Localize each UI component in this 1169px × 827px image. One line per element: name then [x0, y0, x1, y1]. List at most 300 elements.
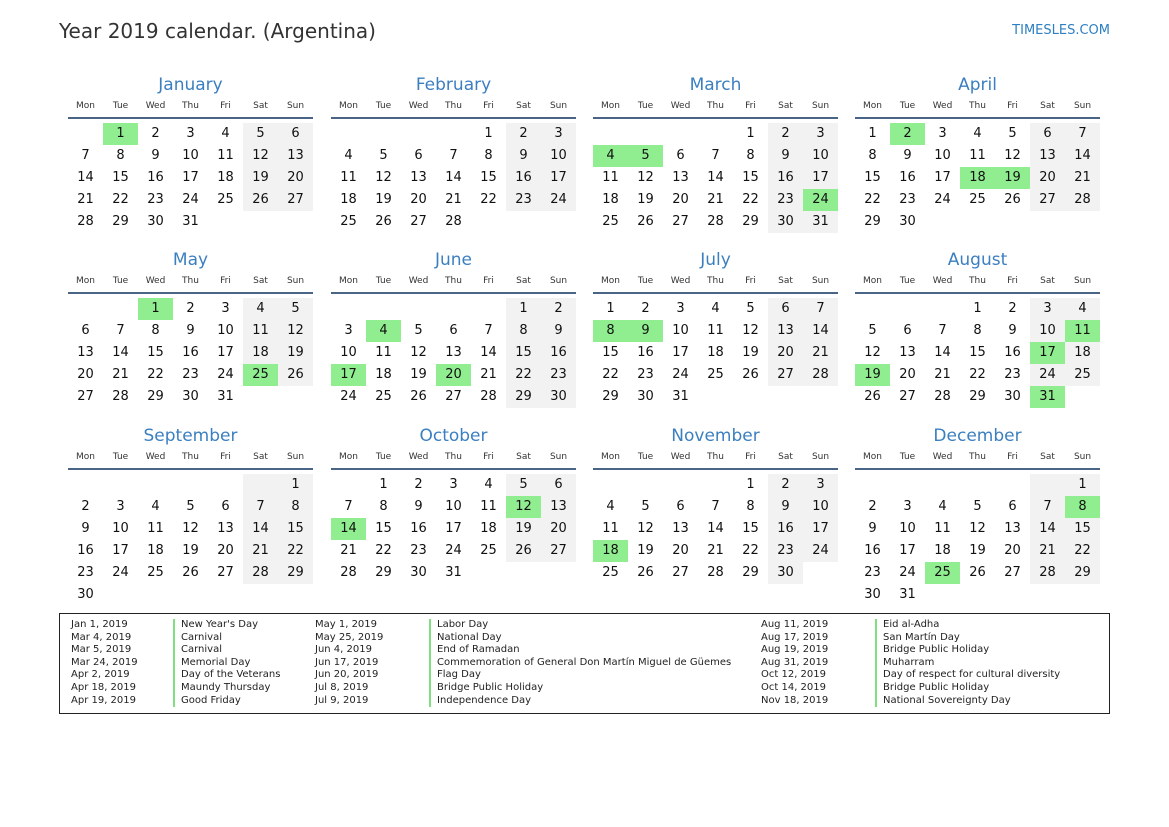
month-name: January	[158, 75, 223, 95]
week-row	[593, 189, 838, 211]
day-cell: 25	[602, 565, 619, 580]
day-cell: 26	[182, 565, 199, 580]
weekday-label: Mon	[339, 276, 358, 286]
empty-day-cell	[960, 474, 995, 496]
day-cell: 4	[973, 126, 982, 141]
empty-day-cell	[995, 211, 1030, 233]
holiday-list	[59, 613, 1110, 714]
weekday-label: Sat	[1040, 452, 1055, 462]
week-row	[331, 189, 576, 211]
holiday-name: Day of respect for cultural diversity	[875, 669, 1060, 682]
weekday-label: Fri	[220, 276, 231, 286]
weekday-label: Fri	[745, 452, 756, 462]
day-cell: 3	[116, 499, 125, 514]
empty-day-cell	[1030, 474, 1065, 496]
empty-day-cell	[698, 386, 733, 408]
day-cell: 19	[182, 543, 199, 558]
day-cell: 28	[112, 389, 129, 404]
week-row	[855, 496, 1100, 518]
empty-day-cell	[68, 123, 103, 145]
empty-day-cell	[471, 298, 506, 320]
day-cell: 5	[973, 499, 982, 514]
empty-day-cell	[803, 386, 838, 408]
day-cell: 3	[344, 323, 353, 338]
week-row	[593, 342, 838, 364]
weekday-label: Thu	[707, 276, 724, 286]
empty-day-cell	[628, 123, 663, 145]
week-row	[331, 123, 576, 145]
day-cell: 11	[602, 521, 619, 536]
weekday-label: Thu	[182, 101, 199, 111]
weekday-header	[331, 448, 576, 466]
holiday-day-cell: 31	[1030, 386, 1065, 408]
weekday-label: Fri	[483, 101, 494, 111]
day-cell: 26	[1004, 192, 1021, 207]
day-cell: 1	[973, 301, 982, 316]
week-row	[68, 167, 313, 189]
day-cell: 11	[217, 148, 234, 163]
day-cell: 13	[1030, 145, 1065, 167]
weekday-label: Sun	[1073, 452, 1092, 462]
holiday-name: San Martín Day	[875, 632, 1060, 645]
weekday-label: Sun	[1073, 276, 1092, 286]
weekday-label: Sat	[253, 276, 268, 286]
day-cell: 2	[81, 499, 90, 514]
week-row	[855, 386, 1100, 408]
day-cell: 6	[449, 323, 458, 338]
empty-day-cell	[278, 584, 313, 606]
day-cell: 11	[480, 499, 497, 514]
holiday-name: Day of the Veterans	[173, 669, 280, 682]
holiday-name: Commemoration of General Don Martín Miguel de Güemes	[429, 657, 731, 670]
weekday-header	[68, 448, 313, 466]
day-cell: 8	[278, 496, 313, 518]
day-cell: 22	[506, 364, 541, 386]
holiday-date: Aug 17, 2019	[761, 631, 829, 643]
day-cell: 27	[672, 214, 689, 229]
weekday-label: Sat	[253, 452, 268, 462]
weekday-label: Sun	[549, 276, 568, 286]
weekday-label: Sun	[286, 452, 305, 462]
empty-day-cell	[68, 298, 103, 320]
day-cell: 21	[340, 543, 357, 558]
day-cell: 17	[899, 543, 916, 558]
day-cell: 7	[711, 148, 720, 163]
holiday-date: Jul 9, 2019	[315, 694, 369, 706]
day-cell: 24	[445, 543, 462, 558]
day-cell: 27	[217, 565, 234, 580]
empty-day-cell	[995, 474, 1030, 496]
day-cell: 27	[410, 214, 427, 229]
day-cell: 21	[77, 192, 94, 207]
day-cell: 22	[1065, 540, 1100, 562]
empty-day-cell	[401, 298, 436, 320]
day-cell: 14	[243, 518, 278, 540]
day-cell: 14	[445, 170, 462, 185]
week-row	[593, 386, 838, 408]
day-cell: 10	[217, 323, 234, 338]
weekday-label: Wed	[145, 452, 166, 462]
weekday-label: Fri	[1007, 101, 1018, 111]
holiday-day-cell: 5	[628, 145, 663, 167]
day-cell: 27	[899, 389, 916, 404]
day-cell: 6	[676, 148, 685, 163]
weekday-label: Sun	[549, 452, 568, 462]
day-cell: 13	[77, 345, 94, 360]
day-cell: 28	[77, 214, 94, 229]
holiday-name-column	[875, 619, 1060, 707]
day-cell: 4	[243, 298, 278, 320]
empty-day-cell	[173, 584, 208, 606]
day-cell: 19	[375, 192, 392, 207]
holiday-name: Carnival	[173, 644, 280, 657]
month-may	[68, 248, 313, 408]
weekday-label: Tue	[637, 452, 654, 462]
day-cell: 28	[803, 364, 838, 386]
weekday-label: Tue	[637, 101, 654, 111]
day-cell: 16	[182, 345, 199, 360]
weekday-header	[593, 448, 838, 466]
weekday-header	[855, 448, 1100, 466]
week-row	[68, 364, 313, 386]
day-cell: 3	[221, 301, 230, 316]
day-cell: 19	[742, 345, 759, 360]
month-name: September	[143, 426, 238, 446]
weekday-label: Mon	[863, 101, 882, 111]
day-cell: 1	[278, 474, 313, 496]
day-cell: 4	[221, 126, 230, 141]
day-cell: 19	[969, 543, 986, 558]
day-cell: 20	[672, 543, 689, 558]
weekday-header	[68, 272, 313, 290]
day-cell: 16	[541, 342, 576, 364]
holiday-day-cell: 20	[436, 364, 471, 386]
day-cell: 24	[182, 192, 199, 207]
week-row	[331, 145, 576, 167]
day-cell: 23	[1004, 367, 1021, 382]
holiday-day-cell: 18	[960, 167, 995, 189]
day-cell: 16	[768, 167, 803, 189]
weekday-header	[68, 97, 313, 115]
day-cell: 20	[541, 518, 576, 540]
month-february	[331, 73, 576, 233]
day-cell: 22	[375, 543, 392, 558]
weekday-label: Wed	[408, 276, 429, 286]
day-cell: 23	[541, 364, 576, 386]
empty-day-cell	[698, 123, 733, 145]
day-cell: 9	[1008, 323, 1017, 338]
weekday-label: Sat	[516, 101, 531, 111]
day-cell: 24	[1030, 364, 1065, 386]
day-cell: 7	[449, 148, 458, 163]
day-cell: 3	[803, 123, 838, 145]
empty-day-cell	[855, 474, 890, 496]
week-row	[593, 298, 838, 320]
day-cell: 17	[934, 170, 951, 185]
day-cell: 16	[147, 170, 164, 185]
day-cell: 8	[116, 148, 125, 163]
week-row	[331, 320, 576, 342]
day-cell: 14	[707, 521, 724, 536]
day-cell: 10	[1030, 320, 1065, 342]
holiday-day-cell: 2	[890, 123, 925, 145]
day-cell: 23	[410, 543, 427, 558]
day-cell: 24	[340, 389, 357, 404]
day-cell: 18	[1065, 342, 1100, 364]
day-cell: 8	[484, 148, 493, 163]
day-cell: 25	[707, 367, 724, 382]
day-cell: 15	[480, 170, 497, 185]
day-cell: 13	[278, 145, 313, 167]
empty-day-cell	[541, 211, 576, 233]
day-cell: 22	[278, 540, 313, 562]
day-cell: 12	[278, 320, 313, 342]
weekday-label: Tue	[375, 276, 392, 286]
holiday-date: Oct 12, 2019	[761, 669, 826, 681]
day-cell: 5	[414, 323, 423, 338]
empty-day-cell	[855, 298, 890, 320]
day-cell: 23	[768, 189, 803, 211]
holiday-name: End of Ramadan	[429, 644, 731, 657]
holiday-name-column	[429, 619, 731, 707]
day-cell: 9	[903, 148, 912, 163]
day-cell: 1	[484, 126, 493, 141]
holiday-day-cell: 17	[1030, 342, 1065, 364]
weekday-label: Sat	[516, 276, 531, 286]
header-divider	[331, 292, 576, 294]
day-cell: 8	[379, 499, 388, 514]
day-cell: 16	[637, 345, 654, 360]
day-cell: 3	[541, 123, 576, 145]
header-divider	[593, 117, 838, 119]
day-cell: 22	[112, 192, 129, 207]
month-name: October	[419, 426, 488, 446]
day-cell: 30	[864, 587, 881, 602]
holiday-day-cell: 8	[593, 320, 628, 342]
day-cell: 8	[868, 148, 877, 163]
weekday-label: Wed	[670, 276, 691, 286]
day-cell: 14	[480, 345, 497, 360]
empty-day-cell	[278, 386, 313, 408]
week-row	[68, 298, 313, 320]
empty-day-cell	[698, 474, 733, 496]
empty-day-cell	[925, 298, 960, 320]
weekday-label: Thu	[445, 452, 462, 462]
holiday-day-cell: 19	[855, 364, 890, 386]
day-cell: 7	[803, 298, 838, 320]
week-row	[68, 320, 313, 342]
day-cell: 16	[768, 518, 803, 540]
empty-day-cell	[243, 584, 278, 606]
day-cell: 19	[243, 167, 278, 189]
week-row	[855, 298, 1100, 320]
week-row	[855, 167, 1100, 189]
week-row	[331, 342, 576, 364]
week-row	[593, 518, 838, 540]
holiday-day-cell: 11	[1065, 320, 1100, 342]
day-cell: 4	[1065, 298, 1100, 320]
week-row	[68, 562, 313, 584]
holiday-date: Mar 24, 2019	[71, 656, 138, 668]
weekday-label: Fri	[745, 276, 756, 286]
holiday-date-column	[315, 619, 383, 707]
weekday-label: Wed	[932, 276, 953, 286]
day-cell: 5	[1008, 126, 1017, 141]
day-cell: 24	[217, 367, 234, 382]
day-cell: 21	[112, 367, 129, 382]
day-cell: 4	[151, 499, 160, 514]
day-cell: 9	[81, 521, 90, 536]
day-cell: 28	[934, 389, 951, 404]
weekday-label: Sun	[286, 276, 305, 286]
weekday-label: Sat	[778, 276, 793, 286]
weekday-label: Mon	[601, 101, 620, 111]
day-cell: 8	[973, 323, 982, 338]
day-cell: 3	[449, 477, 458, 492]
day-cell: 5	[379, 148, 388, 163]
day-cell: 21	[243, 540, 278, 562]
weekday-label: Thu	[969, 101, 986, 111]
day-cell: 15	[1065, 518, 1100, 540]
day-cell: 24	[934, 192, 951, 207]
day-cell: 20	[410, 192, 427, 207]
weekday-label: Fri	[220, 101, 231, 111]
month-december	[855, 424, 1100, 606]
day-cell: 10	[899, 521, 916, 536]
weekday-label: Sat	[516, 452, 531, 462]
day-cell: 24	[112, 565, 129, 580]
month-august	[855, 248, 1100, 408]
day-cell: 29	[278, 562, 313, 584]
weekday-label: Fri	[483, 452, 494, 462]
day-cell: 31	[803, 211, 838, 233]
week-row	[855, 474, 1100, 496]
day-cell: 21	[707, 192, 724, 207]
weekday-label: Wed	[670, 452, 691, 462]
day-cell: 29	[742, 565, 759, 580]
holiday-date: May 1, 2019	[315, 619, 378, 630]
day-cell: 7	[711, 499, 720, 514]
month-january	[68, 73, 313, 233]
weekday-label: Sun	[549, 101, 568, 111]
day-cell: 26	[278, 364, 313, 386]
day-cell: 31	[217, 389, 234, 404]
holiday-day-cell: 14	[331, 518, 366, 540]
day-cell: 4	[938, 499, 947, 514]
day-cell: 18	[602, 192, 619, 207]
site-link[interactable]: TIMESLES.COM	[1012, 23, 1110, 38]
holiday-name-column	[173, 619, 280, 707]
weekday-label: Sun	[1073, 101, 1092, 111]
weekday-header	[855, 272, 1100, 290]
day-cell: 29	[506, 386, 541, 408]
day-cell: 19	[637, 192, 654, 207]
day-cell: 10	[340, 345, 357, 360]
day-cell: 26	[864, 389, 881, 404]
day-cell: 14	[1030, 518, 1065, 540]
empty-day-cell	[506, 562, 541, 584]
empty-day-cell	[331, 123, 366, 145]
day-cell: 14	[77, 170, 94, 185]
holiday-name: Bridge Public Holiday	[875, 682, 1060, 695]
weekday-label: Fri	[1007, 452, 1018, 462]
week-row	[331, 540, 576, 562]
page-title: Year 2019 calendar. (Argentina)	[59, 19, 376, 43]
day-cell: 29	[742, 214, 759, 229]
weekday-label: Thu	[969, 452, 986, 462]
day-cell: 23	[77, 565, 94, 580]
day-cell: 22	[602, 367, 619, 382]
holiday-day-cell: 4	[593, 145, 628, 167]
weekday-label: Wed	[670, 101, 691, 111]
day-cell: 16	[506, 167, 541, 189]
day-cell: 9	[768, 145, 803, 167]
holiday-date: Mar 5, 2019	[71, 644, 132, 656]
holiday-date: Mar 4, 2019	[71, 631, 132, 643]
weekday-label: Wed	[145, 276, 166, 286]
day-cell: 7	[243, 496, 278, 518]
empty-day-cell	[960, 584, 995, 606]
week-row	[855, 540, 1100, 562]
weekday-label: Tue	[375, 101, 392, 111]
day-cell: 8	[506, 320, 541, 342]
month-name: August	[947, 250, 1008, 270]
day-cell: 15	[112, 170, 129, 185]
month-september	[68, 424, 313, 606]
header-divider	[855, 117, 1100, 119]
holiday-day-cell: 12	[506, 496, 541, 518]
day-cell: 13	[410, 170, 427, 185]
day-cell: 28	[707, 565, 724, 580]
holiday-day-cell: 17	[331, 364, 366, 386]
header-divider	[68, 292, 313, 294]
day-cell: 26	[243, 189, 278, 211]
day-cell: 8	[746, 499, 755, 514]
month-name: November	[671, 426, 760, 446]
weekday-label: Thu	[445, 276, 462, 286]
day-cell: 12	[637, 170, 654, 185]
day-cell: 20	[672, 192, 689, 207]
day-cell: 29	[1065, 562, 1100, 584]
day-cell: 31	[182, 214, 199, 229]
empty-day-cell	[733, 386, 768, 408]
day-cell: 10	[803, 496, 838, 518]
empty-day-cell	[1065, 584, 1100, 606]
day-cell: 24	[803, 540, 838, 562]
day-cell: 30	[899, 214, 916, 229]
day-cell: 30	[147, 214, 164, 229]
holiday-date: Apr 2, 2019	[71, 669, 130, 681]
header-divider	[68, 117, 313, 119]
weekday-label: Sat	[1040, 276, 1055, 286]
holiday-date: Oct 14, 2019	[761, 681, 826, 693]
day-cell: 3	[803, 474, 838, 496]
day-cell: 16	[864, 543, 881, 558]
day-cell: 23	[506, 189, 541, 211]
week-row	[593, 562, 838, 584]
weekday-label: Tue	[899, 452, 916, 462]
empty-day-cell	[506, 211, 541, 233]
weekday-label: Thu	[969, 276, 986, 286]
day-cell: 6	[221, 499, 230, 514]
weekday-label: Thu	[445, 101, 462, 111]
weekday-label: Sat	[778, 101, 793, 111]
holiday-date: May 25, 2019	[315, 631, 384, 643]
day-cell: 14	[112, 345, 129, 360]
day-cell: 14	[934, 345, 951, 360]
day-cell: 20	[278, 167, 313, 189]
week-row	[855, 364, 1100, 386]
